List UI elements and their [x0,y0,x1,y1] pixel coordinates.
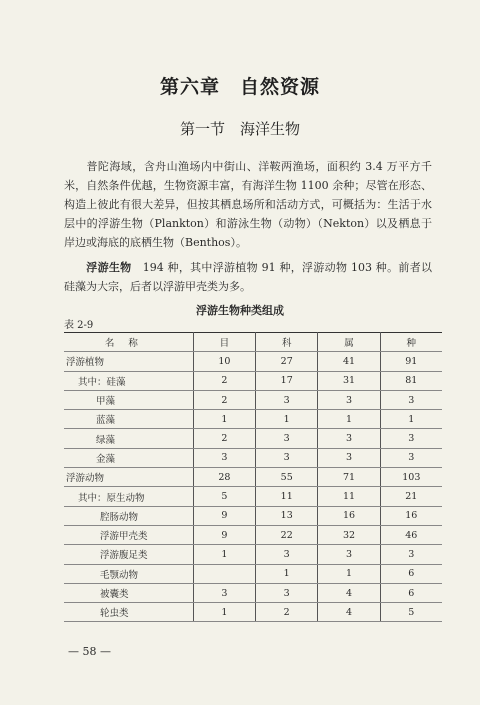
table-cell-value: 1 [193,545,255,564]
paragraph-intro-text: 普陀海域，含舟山渔场内中街山、洋鞍两渔场，面积约 3.4 万平方千米，自然条件优越，生物资源丰富，有海洋生物 1100 余种；尽管在形态、构造上彼此有很大差异，但按其栖息场所和活动方式，可概括为：生活于水层中的浮游生物（Plankton）和游泳生物（动物）（Nekton）以及栖息于岸边或海底的底栖生物（Benthos）。 [64,160,432,249]
table-cell-value [193,564,255,583]
row-name: 被囊类 [100,589,129,600]
table-cell-name [64,583,193,602]
table-cell-value: 3 [318,545,380,564]
table-cell-name [64,448,193,467]
table-cell-value: 2 [193,371,255,390]
header-family: 科 [256,333,318,352]
table-cell-value: 11 [318,487,380,506]
row-name: 腔肠动物 [100,511,139,523]
row-name: 浮游甲壳类 [100,531,148,543]
table-cell-name [64,564,193,583]
table-row [64,352,442,371]
table-cell-value: 2 [193,390,255,409]
table-cell-value: 3 [256,448,318,467]
table-cell-value: 11 [256,487,318,506]
table-cell-value: 3 [380,429,442,448]
table-row [64,371,442,390]
table-number: 表 2-9 [64,320,94,331]
table-cell-value: 103 [380,468,442,487]
table-cell-value: 46 [380,525,442,544]
table-cell-value: 32 [318,525,380,544]
table-cell-value: 3 [380,545,442,564]
table-cell-name [64,352,193,371]
table-row [64,410,442,429]
table-title: 浮游生物种类组成 [196,304,284,317]
species-table [64,332,442,622]
table-cell-name [64,390,193,409]
table-cell-value: 3 [256,583,318,602]
row-name: 浮游腹足类 [100,550,148,562]
table-cell-value: 21 [380,487,442,506]
table-row [64,429,442,448]
chapter-title: 第六章 自然资源 [159,76,320,98]
section-title: 第一节 海洋生物 [179,120,300,138]
table-cell-value: 2 [193,429,255,448]
table-cell-name [64,525,193,544]
table-cell-value: 1 [256,564,318,583]
paragraph-plankton [64,258,432,296]
table-cell-value: 41 [318,352,380,371]
table-cell-name [64,410,193,429]
row-name: 金藻 [96,453,116,465]
table-cell-name [64,603,193,622]
paragraph-intro [64,157,432,252]
table-body [64,352,442,622]
table-row [64,583,442,602]
table-cell-value: 5 [380,603,442,622]
table-row [64,603,442,622]
table-cell-value: 3 [256,545,318,564]
header-order: 目 [193,333,255,352]
table-cell-value: 22 [256,525,318,544]
table-cell-value: 81 [380,371,442,390]
table-cell-value: 6 [380,564,442,583]
table-cell-value: 3 [318,390,380,409]
table-cell-value: 5 [193,487,255,506]
table-cell-name [64,468,193,487]
table-cell-value: 1 [318,410,380,429]
table-cell-name [64,545,193,564]
table-row [64,564,442,583]
table-cell-value: 1 [193,410,255,429]
table-cell-value: 3 [318,429,380,448]
table-cell-value: 9 [193,506,255,525]
table-cell-value: 1 [256,410,318,429]
paragraph-plankton-lead: 浮游生物 [86,261,132,274]
table-cell-value: 3 [193,448,255,467]
table-cell-value: 10 [193,352,255,371]
table-cell-value: 13 [256,506,318,525]
row-name: 毛颚动物 [100,569,139,581]
table-cell-value: 27 [256,352,318,371]
table-cell-value: 1 [193,603,255,622]
table-cell-value: 31 [318,371,380,390]
header-genus: 属 [318,333,380,352]
table-cell-value: 3 [193,583,255,602]
table-cell-value: 6 [380,583,442,602]
table-row [64,390,442,409]
table-cell-value: 91 [380,352,442,371]
table-header-row [64,333,442,352]
row-name: 其中：硅藻 [78,376,126,388]
table-cell-value: 16 [318,506,380,525]
row-name: 轮虫类 [100,608,129,620]
row-name: 蓝藻 [96,415,116,427]
page-number: — 58 — [68,645,111,658]
paragraph-plankton-text: 194 种，其中浮游植物 91 种，浮游动物 103 种。前者以硅藻为大宗，后者以浮游甲壳类为多。 [64,261,432,293]
row-name: 其中：原生动物 [78,492,145,504]
table-cell-value: 3 [318,448,380,467]
row-name: 浮游动物 [66,473,105,485]
table-cell-name [64,371,193,390]
table-row [64,525,442,544]
header-name: 名称 [64,333,193,352]
row-name: 浮游植物 [66,357,105,369]
table-cell-value: 1 [318,564,380,583]
table-row [64,506,442,525]
table-cell-value: 55 [256,468,318,487]
table-cell-value: 1 [380,410,442,429]
table-cell-name [64,429,193,448]
table-cell-value: 71 [318,468,380,487]
table-cell-value: 3 [256,429,318,448]
row-name: 甲藻 [96,396,116,408]
table-row [64,468,442,487]
table-cell-value: 3 [256,390,318,409]
table-cell-value: 28 [193,468,255,487]
table-row [64,545,442,564]
table-cell-value: 2 [256,603,318,622]
table-cell-value: 3 [380,390,442,409]
table-cell-name [64,487,193,506]
row-name: 绿藻 [96,434,116,446]
table-cell-value: 17 [256,371,318,390]
table-cell-value: 4 [318,583,380,602]
table-cell-name [64,506,193,525]
header-species: 种 [380,333,442,352]
table-cell-value: 9 [193,525,255,544]
table-cell-value: 4 [318,603,380,622]
table-cell-value: 16 [380,506,442,525]
table-row [64,487,442,506]
table-cell-value: 3 [380,448,442,467]
table-row [64,448,442,467]
